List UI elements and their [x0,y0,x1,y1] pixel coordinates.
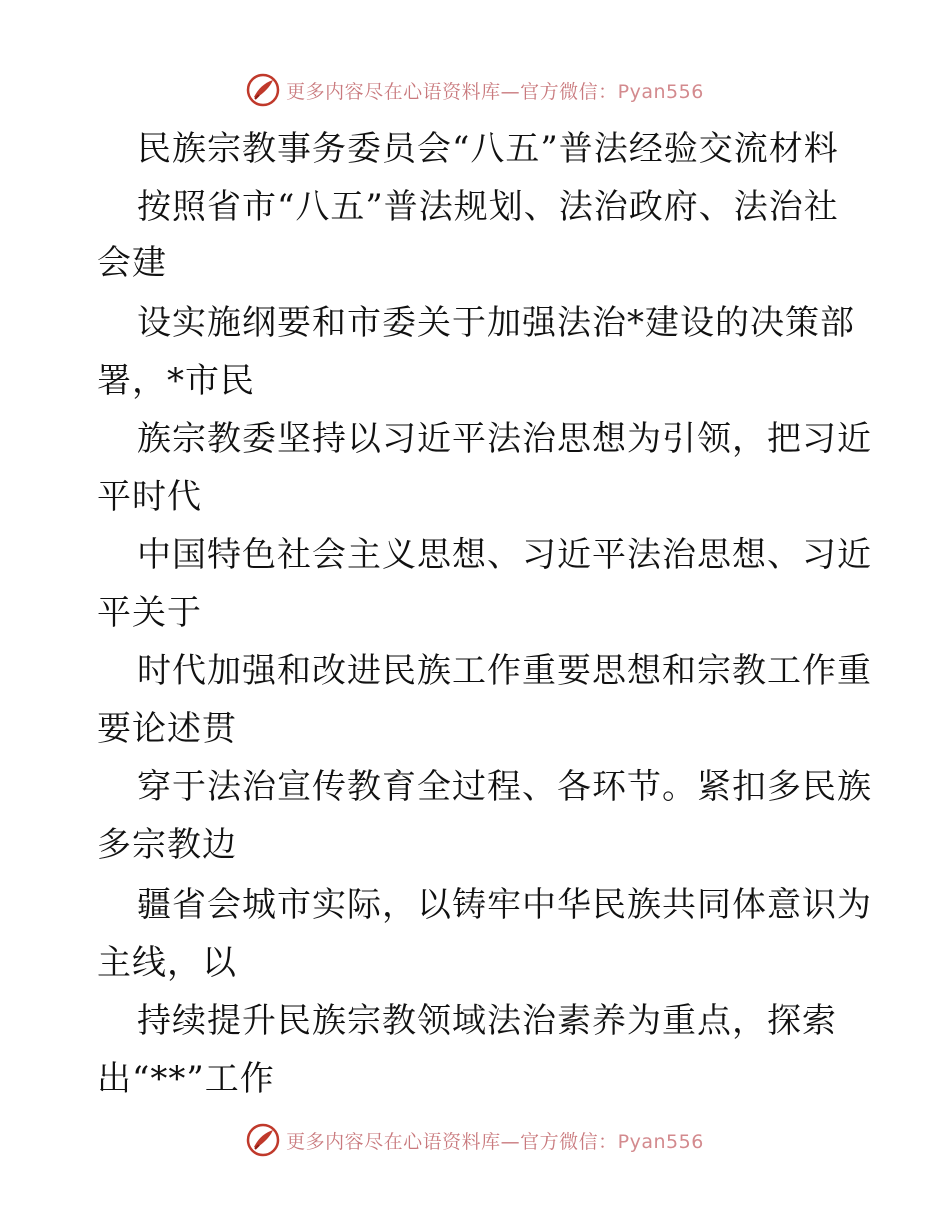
text-line: 平关于 [97,593,202,633]
watermark-text: 更多内容尽在心语资料库—官方微信：Pyan556 [286,1130,704,1153]
text-line: 穿于法治宣传教育全过程、各环节。紧扣多民族 [137,767,872,807]
pen-logo-icon [246,73,280,107]
text-line: 平时代 [97,477,202,517]
wechat-id: Pyan556 [617,80,704,103]
watermark-text: 更多内容尽在心语资料库—官方微信：Pyan556 [286,80,704,103]
text-line: 会建 [97,243,167,283]
text-line: 族宗教委坚持以习近平法治思想为引领，把习近 [137,419,872,459]
text-line: 按照省市“八五”普法规划、法治政府、法治社 [137,187,839,227]
text-line: 设实施纲要和市委关于加强法治*建设的决策部 [137,303,855,343]
footer-watermark-banner [0,1120,950,1160]
text-line: 疆省会城市实际，以铸牢中华民族共同体意识为 [137,885,872,925]
text-line: 主线，以 [97,943,237,983]
text-line: 时代加强和改进民族工作重要思想和宗教工作重 [137,651,872,691]
header-watermark-banner [0,70,950,110]
document-title: 民族宗教事务委员会“八五”普法经验交流材料 [137,129,839,169]
pen-logo-icon [246,1123,280,1157]
text-line: 署，*市民 [97,361,255,401]
wechat-id: Pyan556 [617,1130,704,1153]
text-line: 出“**”工作 [97,1059,275,1099]
text-line: 持续提升民族宗教领域法治素养为重点，探索 [137,1001,837,1041]
text-line: 中国特色社会主义思想、习近平法治思想、习近 [137,535,872,575]
text-line: 多宗教边 [97,825,237,865]
text-line: 要论述贯 [97,709,237,749]
